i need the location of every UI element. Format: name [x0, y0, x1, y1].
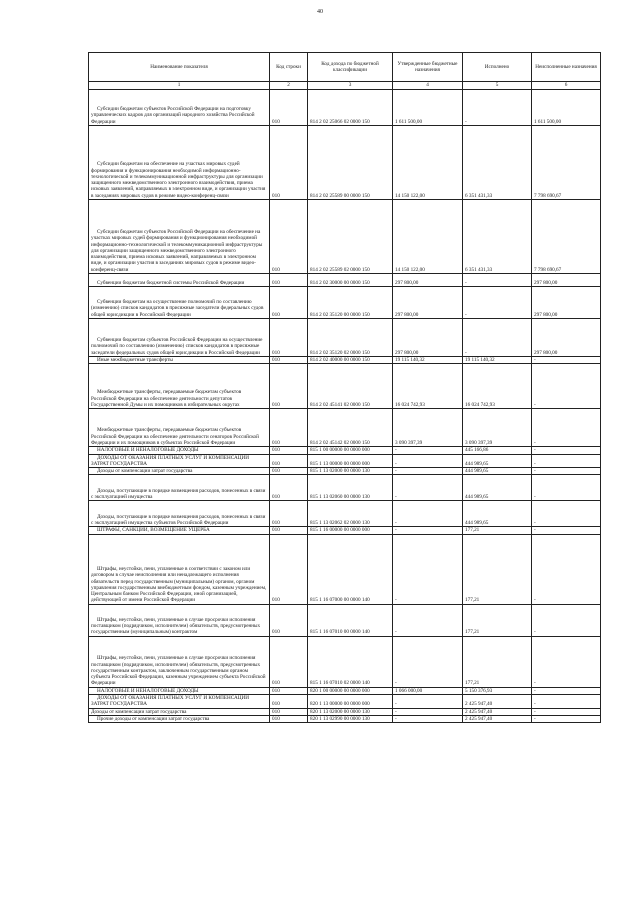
row-executed: 444 989,65	[463, 501, 532, 527]
row-name: Межбюджетные трансферты, передаваемые бюджетам субъектов Российской Федерации на обеспечение деятельности сенаторов Российской Федерации и их помощников в субъектах Российской Федерации	[89, 409, 270, 447]
row-budget-code: 820 1 13 02000 00 0000 130	[308, 708, 393, 715]
table-row	[89, 90, 601, 126]
column-number: 5	[463, 82, 532, 90]
row-budget-code: 820 1 13 00000 00 0000 000	[308, 695, 393, 709]
row-approved: -	[393, 454, 463, 468]
table-row	[89, 319, 601, 357]
row-line-code: 010	[270, 126, 308, 200]
row-name: Субвенции бюджетам субъектов Российской Федерации на осуществление полномочий по составлению (изменению) списков кандидатов в присяжные заседатели федеральных судов общей юрисдикции в Российской Федерации	[89, 319, 270, 357]
table-row	[89, 126, 601, 200]
row-executed: 444 989,65	[463, 468, 532, 475]
row-line-code: 010	[270, 90, 308, 126]
row-name: Доходы от компенсации затрат государства	[89, 708, 270, 715]
row-unexecuted: 297 800,00	[532, 319, 601, 357]
row-unexecuted: -	[532, 447, 601, 454]
table-body	[89, 90, 601, 723]
table-header-row	[89, 53, 601, 82]
row-name: Субвенции бюджетам на осуществление полномочий по составлению (изменению) списков кандидатов в присяжные заседатели федеральных судов общей юрисдикции в Российской Федерации	[89, 287, 270, 319]
table-row	[89, 715, 601, 722]
row-budget-code: 814 2 02 25589 00 0000 150	[308, 126, 393, 200]
page-number: 40	[317, 9, 323, 15]
row-executed: 177,21	[463, 636, 532, 687]
row-line-code: 010	[270, 475, 308, 501]
row-name: ДОХОДЫ ОТ ОКАЗАНИЯ ПЛАТНЫХ УСЛУГ И КОМПЕНСАЦИИ ЗАТРАТ ГОСУДАРСТВА	[89, 695, 270, 709]
row-executed: 2 425 947,40	[463, 695, 532, 709]
row-budget-code: 820 1 00 00000 00 0000 000	[308, 687, 393, 694]
row-line-code: 010	[270, 447, 308, 454]
row-approved: 14 150 122,00	[393, 200, 463, 274]
row-line-code: 010	[270, 468, 308, 475]
row-executed: -	[463, 90, 532, 126]
row-line-code: 010	[270, 454, 308, 468]
row-budget-code: 814 2 02 25066 02 0000 150	[308, 90, 393, 126]
row-name: Субсидии бюджетам субъектов Российской Федерации на подготовку управленческих кадров для организаций народного хозяйства Российской Федерации	[89, 90, 270, 126]
row-approved: -	[393, 468, 463, 475]
table-row	[89, 501, 601, 527]
column-number: 3	[308, 82, 393, 90]
row-name: Доходы, поступающие в порядке возмещения расходов, понесенных в связи с эксплуатацией имущества	[89, 475, 270, 501]
column-number-row	[89, 82, 601, 90]
row-unexecuted: 7 798 690,67	[532, 200, 601, 274]
row-approved: 3 090 397,39	[393, 409, 463, 447]
table-row	[89, 534, 601, 604]
row-line-code: 010	[270, 708, 308, 715]
row-approved: 1 611 500,00	[393, 90, 463, 126]
row-approved: -	[393, 636, 463, 687]
header-executed: Исполнено	[463, 53, 532, 82]
row-line-code: 010	[270, 409, 308, 447]
row-executed: 444 989,65	[463, 454, 532, 468]
row-name: Субсидии бюджетам субъектов Российской Федерации на обеспечение на участках мировых судей формирования и функционирования необходимой информационно-технологической и телекоммуникационной инфраструктуры для организации защищенного межведомственного электронного взаимодействия, приема исковых заявлений, направляемых в электронном виде, и организации участия в заседаниях мировых судов в режиме видео-конференц-связи	[89, 200, 270, 274]
row-executed: 16 024 742,93	[463, 364, 532, 409]
row-budget-code: 815 1 00 00000 00 0000 000	[308, 447, 393, 454]
row-unexecuted: -	[532, 708, 601, 715]
header-budget-classification-code: Код дохода по бюджетной классификации	[308, 53, 393, 82]
row-unexecuted: 1 611 500,00	[532, 90, 601, 126]
row-budget-code: 815 1 16 00000 00 0000 000	[308, 527, 393, 534]
row-unexecuted: -	[532, 695, 601, 709]
row-budget-code: 815 1 13 02062 02 0000 130	[308, 501, 393, 527]
row-line-code: 010	[270, 695, 308, 709]
row-line-code: 010	[270, 527, 308, 534]
row-name: Межбюджетные трансферты, передаваемые бюджетам субъектов Российской Федерации на обеспечение деятельности депутатов Государственной Думы и их помощников в избирательных округах	[89, 364, 270, 409]
row-approved: 1 066 000,00	[393, 687, 463, 694]
row-name: ДОХОДЫ ОТ ОКАЗАНИЯ ПЛАТНЫХ УСЛУГ И КОМПЕНСАЦИИ ЗАТРАТ ГОСУДАРСТВА	[89, 454, 270, 468]
row-executed: 19 115 140,32	[463, 357, 532, 364]
row-executed: 444 989,65	[463, 475, 532, 501]
table-row	[89, 695, 601, 709]
row-line-code: 010	[270, 274, 308, 287]
table-row	[89, 287, 601, 319]
row-executed: 177,21	[463, 534, 532, 604]
row-unexecuted: -	[532, 364, 601, 409]
row-line-code: 010	[270, 200, 308, 274]
table-row	[89, 454, 601, 468]
row-approved: -	[393, 447, 463, 454]
table-row	[89, 200, 601, 274]
row-budget-code: 814 2 02 35120 02 0000 150	[308, 319, 393, 357]
table-row	[89, 357, 601, 364]
row-executed: 5 150 376,93	[463, 687, 532, 694]
row-approved: -	[393, 708, 463, 715]
table-row	[89, 475, 601, 501]
row-approved: -	[393, 604, 463, 636]
row-unexecuted: 297 800,00	[532, 287, 601, 319]
row-name: Прочие доходы от компенсации затрат государства	[89, 715, 270, 722]
row-line-code: 010	[270, 687, 308, 694]
row-name: Штрафы, неустойки, пени, уплаченные в соответствии с законом или договором в случае неисполнения или ненадлежащего исполнения обязательств перед государственным (муниципальным) органом, органом управления государственным внебюджетным фондом, казенным учреждением, Центральным банком Российской Федерации, иной организацией, действующей от имени Российской Федерации	[89, 534, 270, 604]
row-unexecuted: -	[532, 468, 601, 475]
row-name: Штрафы, неустойки, пени, уплаченные в случае просрочки исполнения поставщиком (подрядчиком, исполнителем) обязательств, предусмотренных государственным контрактом, заключенным государственным органом субъекта Российской Федерации, казенным учреждением субъекта Российской Федерации	[89, 636, 270, 687]
table-row	[89, 409, 601, 447]
row-unexecuted: 7 798 690,67	[532, 126, 601, 200]
row-executed: 6 351 431,33	[463, 126, 532, 200]
row-approved: 297 800,00	[393, 287, 463, 319]
row-name: НАЛОГОВЫЕ И НЕНАЛОГОВЫЕ ДОХОДЫ	[89, 687, 270, 694]
table-row	[89, 468, 601, 475]
row-executed: 177,21	[463, 527, 532, 534]
row-budget-code: 814 2 02 25589 02 0000 150	[308, 200, 393, 274]
row-executed: 2 425 947,40	[463, 708, 532, 715]
row-executed: 2 425 947,40	[463, 715, 532, 722]
row-line-code: 010	[270, 534, 308, 604]
row-line-code: 010	[270, 636, 308, 687]
row-name: Иные межбюджетные трансферты	[89, 357, 270, 364]
row-unexecuted: -	[532, 357, 601, 364]
row-approved: 14 150 122,00	[393, 126, 463, 200]
row-unexecuted: -	[532, 409, 601, 447]
row-unexecuted: -	[532, 687, 601, 694]
row-unexecuted: -	[532, 636, 601, 687]
row-line-code: 010	[270, 501, 308, 527]
row-line-code: 010	[270, 715, 308, 722]
table-row	[89, 708, 601, 715]
row-name: Доходы от компенсации затрат государства	[89, 468, 270, 475]
row-executed: 445 166,86	[463, 447, 532, 454]
row-unexecuted: 297 800,00	[532, 274, 601, 287]
row-executed: -	[463, 319, 532, 357]
table-row	[89, 274, 601, 287]
row-approved: -	[393, 527, 463, 534]
row-budget-code: 814 2 02 40000 00 0000 150	[308, 357, 393, 364]
row-line-code: 010	[270, 287, 308, 319]
row-budget-code: 815 1 16 07010 00 0000 140	[308, 604, 393, 636]
row-executed: 6 351 431,33	[463, 200, 532, 274]
row-approved: -	[393, 695, 463, 709]
row-name: Субвенции бюджетам бюджетной системы Российской Федерации	[89, 274, 270, 287]
row-executed: 3 090 397,39	[463, 409, 532, 447]
table-row	[89, 687, 601, 694]
row-name: НАЛОГОВЫЕ И НЕНАЛОГОВЫЕ ДОХОДЫ	[89, 447, 270, 454]
row-unexecuted: -	[532, 454, 601, 468]
row-budget-code: 815 1 13 02060 00 0000 130	[308, 475, 393, 501]
row-approved: 297 800,00	[393, 319, 463, 357]
row-budget-code: 820 1 13 02990 00 0000 130	[308, 715, 393, 722]
row-budget-code: 815 1 16 07000 00 0000 140	[308, 534, 393, 604]
row-budget-code: 814 2 02 35120 00 0000 150	[308, 287, 393, 319]
table-row	[89, 447, 601, 454]
row-budget-code: 815 1 16 07010 02 0000 140	[308, 636, 393, 687]
table-row	[89, 527, 601, 534]
row-approved: 19 115 140,32	[393, 357, 463, 364]
header-unexecuted-appropriations: Неисполненные назначения	[532, 53, 601, 82]
row-unexecuted: -	[532, 501, 601, 527]
row-approved: -	[393, 534, 463, 604]
row-budget-code: 814 2 02 45142 02 0000 150	[308, 409, 393, 447]
row-executed: -	[463, 287, 532, 319]
header-approved-appropriations: Утвержденные бюджетные назначения	[393, 53, 463, 82]
row-executed: 177,21	[463, 604, 532, 636]
column-number: 1	[89, 82, 270, 90]
budget-execution-table	[88, 52, 601, 723]
column-number: 4	[393, 82, 463, 90]
row-unexecuted: -	[532, 527, 601, 534]
header-line-code: Код строки	[270, 53, 308, 82]
table-row	[89, 604, 601, 636]
row-name: Штрафы, неустойки, пени, уплаченные в случае просрочки исполнения поставщиком (подрядчиком, исполнителем) обязательств, предусмотренных государственным (муниципальным) контрактом	[89, 604, 270, 636]
row-line-code: 010	[270, 319, 308, 357]
row-budget-code: 815 1 13 02000 00 0000 130	[308, 468, 393, 475]
row-approved: -	[393, 715, 463, 722]
row-budget-code: 815 1 13 00000 00 0000 000	[308, 454, 393, 468]
row-line-code: 010	[270, 357, 308, 364]
row-approved: 16 024 742,93	[393, 364, 463, 409]
row-approved: -	[393, 475, 463, 501]
row-budget-code: 814 2 02 30000 00 0000 150	[308, 274, 393, 287]
row-line-code: 010	[270, 604, 308, 636]
row-budget-code: 814 2 02 45141 02 0000 150	[308, 364, 393, 409]
header-indicator-name: Наименование показателя	[89, 53, 270, 82]
row-approved: -	[393, 501, 463, 527]
row-executed: -	[463, 274, 532, 287]
row-name: ШТРАФЫ, САНКЦИИ, ВОЗМЕЩЕНИЕ УЩЕРБА	[89, 527, 270, 534]
row-unexecuted: -	[532, 715, 601, 722]
row-unexecuted: -	[532, 604, 601, 636]
table-row	[89, 364, 601, 409]
row-line-code: 010	[270, 364, 308, 409]
column-number: 2	[270, 82, 308, 90]
row-name: Субсидии бюджетам на обеспечение на участках мировых судей формирования и функционирования необходимой информационно-технологической и телекоммуникационной инфраструктуры для организации защищенного межведомственного электронного взаимодействия, приема исковых заявлений, направляемых в электронном виде, и организации участия в заседаниях мировых судов в режиме видео-конференц-связи	[89, 126, 270, 200]
column-number: 6	[532, 82, 601, 90]
row-name: Доходы, поступающие в порядке возмещения расходов, понесенных в связи с эксплуатацией имущества субъектов Российской Федерации	[89, 501, 270, 527]
row-approved: 297 800,00	[393, 274, 463, 287]
row-unexecuted: -	[532, 475, 601, 501]
table-row	[89, 636, 601, 687]
row-unexecuted: -	[532, 534, 601, 604]
